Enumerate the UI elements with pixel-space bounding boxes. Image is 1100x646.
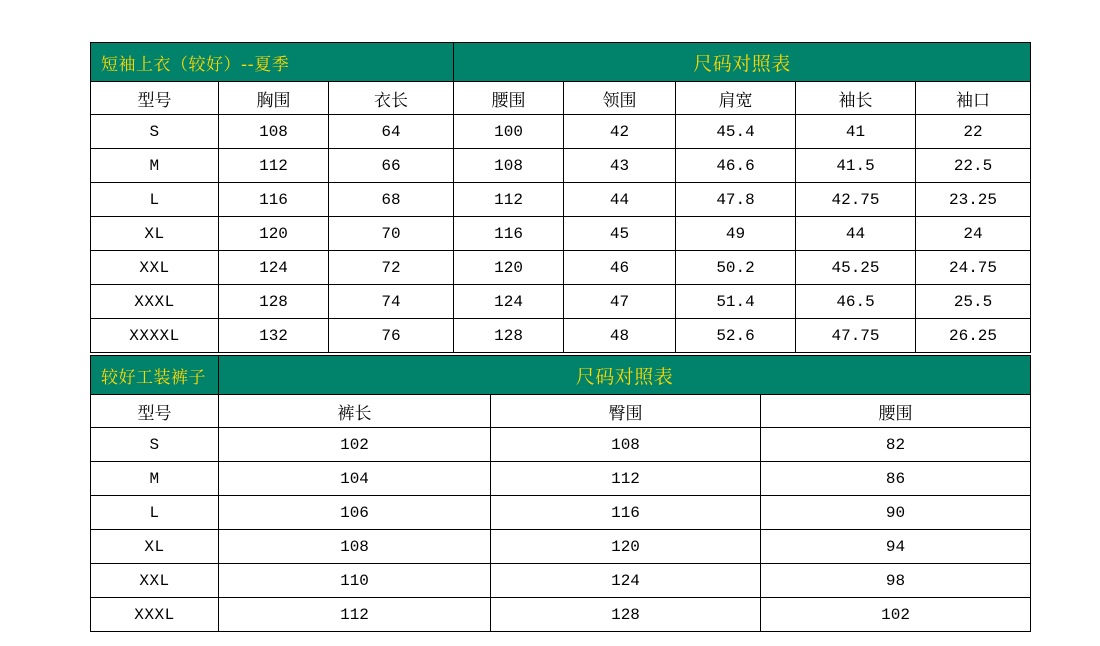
- cell-model: XXXL: [91, 285, 219, 319]
- cell-collar: 43: [564, 149, 676, 183]
- cell-hip: 124: [491, 564, 761, 598]
- cell-cuff: 26.25: [916, 319, 1031, 353]
- cell-model: XL: [91, 217, 219, 251]
- cell-length: 70: [329, 217, 454, 251]
- cell-waist: 116: [454, 217, 564, 251]
- table-row: [91, 496, 1031, 530]
- table-row: [91, 598, 1031, 632]
- cell-hip: 128: [491, 598, 761, 632]
- cell-pant-length: 106: [219, 496, 491, 530]
- cell-model: M: [91, 149, 219, 183]
- cell-waist: 86: [761, 462, 1031, 496]
- table-title-center: 尺码对照表: [219, 356, 1031, 395]
- cell-shoulder: 47.8: [676, 183, 796, 217]
- cell-collar: 47: [564, 285, 676, 319]
- cell-waist: 82: [761, 428, 1031, 462]
- cell-chest: 128: [219, 285, 329, 319]
- cell-hip: 112: [491, 462, 761, 496]
- cell-hip: 116: [491, 496, 761, 530]
- cell-collar: 44: [564, 183, 676, 217]
- column-header-shoulder: 肩宽: [676, 82, 796, 115]
- cell-chest: 116: [219, 183, 329, 217]
- cell-cuff: 25.5: [916, 285, 1031, 319]
- column-header-pant-length: 裤长: [219, 395, 491, 428]
- cell-length: 66: [329, 149, 454, 183]
- table-row: [91, 149, 1031, 183]
- cell-collar: 42: [564, 115, 676, 149]
- cell-length: 76: [329, 319, 454, 353]
- column-header-cuff: 袖口: [916, 82, 1031, 115]
- cell-cuff: 22.5: [916, 149, 1031, 183]
- table-row: [91, 115, 1031, 149]
- cell-collar: 46: [564, 251, 676, 285]
- column-header-length: 衣长: [329, 82, 454, 115]
- cell-pant-length: 102: [219, 428, 491, 462]
- cell-chest: 120: [219, 217, 329, 251]
- cell-sleeve-length: 42.75: [796, 183, 916, 217]
- table-row: [91, 319, 1031, 353]
- table-row: [91, 462, 1031, 496]
- cell-shoulder: 52.6: [676, 319, 796, 353]
- cell-shoulder: 45.4: [676, 115, 796, 149]
- cell-model: M: [91, 462, 219, 496]
- size-chart-pants: [90, 355, 1030, 632]
- cell-shoulder: 46.6: [676, 149, 796, 183]
- table-row: [91, 428, 1031, 462]
- table-row: [91, 285, 1031, 319]
- cell-model: XL: [91, 530, 219, 564]
- table-row: [91, 530, 1031, 564]
- column-header-hip: 臀围: [491, 395, 761, 428]
- cell-chest: 112: [219, 149, 329, 183]
- cell-model: L: [91, 183, 219, 217]
- table-header-row: [91, 82, 1031, 115]
- cell-hip: 108: [491, 428, 761, 462]
- column-header-chest: 胸围: [219, 82, 329, 115]
- cell-collar: 45: [564, 217, 676, 251]
- cell-shoulder: 51.4: [676, 285, 796, 319]
- cell-pant-length: 110: [219, 564, 491, 598]
- cell-chest: 108: [219, 115, 329, 149]
- cell-waist: 128: [454, 319, 564, 353]
- cell-model: L: [91, 496, 219, 530]
- cell-length: 68: [329, 183, 454, 217]
- cell-waist: 124: [454, 285, 564, 319]
- cell-pant-length: 104: [219, 462, 491, 496]
- table-row: [91, 251, 1031, 285]
- cell-waist: 98: [761, 564, 1031, 598]
- cell-length: 64: [329, 115, 454, 149]
- cell-model: XXXXL: [91, 319, 219, 353]
- cell-length: 74: [329, 285, 454, 319]
- cell-waist: 100: [454, 115, 564, 149]
- cell-pant-length: 108: [219, 530, 491, 564]
- table-row: [91, 183, 1031, 217]
- cell-length: 72: [329, 251, 454, 285]
- cell-model: XXL: [91, 564, 219, 598]
- cell-waist: 120: [454, 251, 564, 285]
- table-row: [91, 564, 1031, 598]
- table-title-row: [91, 356, 1031, 395]
- cell-waist: 112: [454, 183, 564, 217]
- cell-cuff: 24.75: [916, 251, 1031, 285]
- column-header-waist: 腰围: [454, 82, 564, 115]
- cell-sleeve-length: 45.25: [796, 251, 916, 285]
- cell-sleeve-length: 41.5: [796, 149, 916, 183]
- cell-chest: 124: [219, 251, 329, 285]
- table-row: [91, 217, 1031, 251]
- cell-chest: 132: [219, 319, 329, 353]
- size-table-tops: [90, 42, 1031, 353]
- cell-sleeve-length: 44: [796, 217, 916, 251]
- table-title-left: 较好工装裤子: [91, 356, 219, 395]
- cell-waist: 90: [761, 496, 1031, 530]
- cell-waist: 108: [454, 149, 564, 183]
- cell-cuff: 22: [916, 115, 1031, 149]
- cell-waist: 102: [761, 598, 1031, 632]
- table-title-center: 尺码对照表: [454, 43, 1031, 82]
- column-header-sleeve-length: 袖长: [796, 82, 916, 115]
- cell-waist: 94: [761, 530, 1031, 564]
- cell-model: XXXL: [91, 598, 219, 632]
- cell-model: S: [91, 115, 219, 149]
- cell-shoulder: 49: [676, 217, 796, 251]
- column-header-collar: 领围: [564, 82, 676, 115]
- table-title-left: 短袖上衣（较好）--夏季: [91, 43, 454, 82]
- column-header-model: 型号: [91, 82, 219, 115]
- size-table-pants: [90, 355, 1031, 632]
- cell-sleeve-length: 41: [796, 115, 916, 149]
- cell-cuff: 23.25: [916, 183, 1031, 217]
- cell-sleeve-length: 46.5: [796, 285, 916, 319]
- cell-collar: 48: [564, 319, 676, 353]
- table-title-row: [91, 43, 1031, 82]
- cell-sleeve-length: 47.75: [796, 319, 916, 353]
- cell-cuff: 24: [916, 217, 1031, 251]
- cell-model: XXL: [91, 251, 219, 285]
- column-header-model: 型号: [91, 395, 219, 428]
- cell-shoulder: 50.2: [676, 251, 796, 285]
- column-header-waist: 腰围: [761, 395, 1031, 428]
- table-header-row: [91, 395, 1031, 428]
- cell-hip: 120: [491, 530, 761, 564]
- size-chart-tops: [90, 42, 1030, 353]
- cell-pant-length: 112: [219, 598, 491, 632]
- cell-model: S: [91, 428, 219, 462]
